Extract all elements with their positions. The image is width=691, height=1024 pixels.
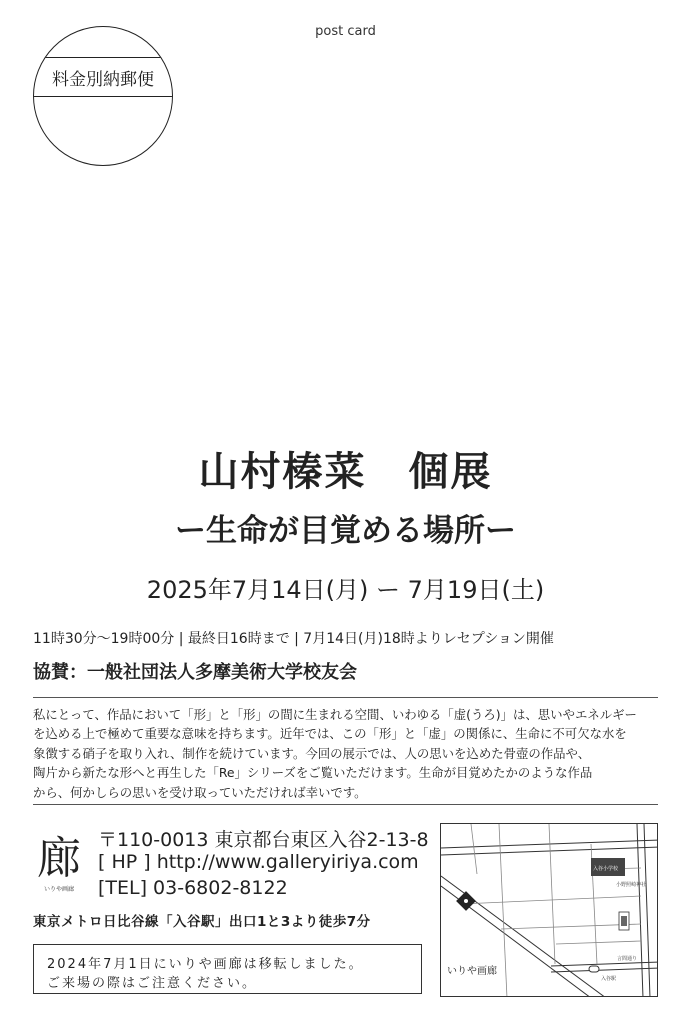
exhibition-title: 山村榛菜 個展 [198, 448, 493, 495]
exhibition-subtitle: ー生命が目覚める場所ー [175, 513, 516, 549]
statement-line: 象徴する硝子を取り入れ、制作を続けています。今回の展示では、人の思いを込めた骨壺の作品や、 [33, 745, 591, 761]
statement-line: を込める上で極めて重要な意味を持ちます。近年では、この「形」と「虚」の関係に、生命に不可欠な水を [33, 726, 627, 742]
artist-statement [33, 705, 658, 802]
statement-line: から、何かしらの思いを受け取っていただければ幸いです。 [33, 784, 367, 800]
map-label-corner: 言問通り [617, 956, 638, 962]
opening-hours: 11時30分〜19時00分 | 最終日16時まで | 7月14日(月)18時よりレセプション開催 [33, 631, 554, 647]
postage-stamp-text: 料金別納郵便 [34, 57, 172, 97]
map-label-shrine: 小野照崎神社 [616, 882, 647, 888]
gallery-phone: [TEL] 03-6802-8122 [98, 877, 288, 899]
gallery-website-link[interactable]: [ HP ] http://www.galleryiriya.com [98, 851, 419, 873]
access-map-drawing [441, 824, 658, 997]
postage-stamp-circle [33, 26, 173, 166]
relocation-notice [33, 944, 422, 994]
sponsor: 協賛：一般社団法人多摩美術大学校友会 [33, 662, 357, 683]
map-label-gallery: いりや画廊 [447, 966, 497, 977]
relocation-notice-line-2: ご来場の際はご注意ください。 [47, 976, 258, 991]
divider-top [33, 697, 658, 698]
statement-line: 私にとって、作品において「形」と「形」の間に生まれる空間、いわゆる「虚(うろ)」は、思いやエネルギー [33, 707, 637, 722]
access-directions: 東京メトロ日比谷線「入谷駅」出口1と3より徒歩7分 [33, 914, 371, 930]
statement-line: 陶片から新たな形へと再生した「Re」シリーズをご覧いただけます。生命が目覚めたかのような作品 [33, 765, 593, 781]
divider-bottom [33, 804, 658, 805]
postcard-label: post card [315, 24, 376, 39]
map-label-school: 入谷小学校 [593, 866, 619, 872]
gallery-address: 〒110-0013 東京都台東区入谷2-13-8 [98, 829, 429, 851]
exhibition-dates: 2025年7月14日(月) ー 7月19日(土) [146, 576, 545, 604]
gallery-logo-glyph: 廊 [37, 833, 81, 884]
relocation-notice-line-1: 2024年7月1日にいりや画廊は移転しました。 [47, 957, 364, 972]
access-map [440, 823, 658, 997]
gallery-logo-caption: いりや画廊 [43, 886, 74, 893]
map-label-station: 入谷駅 [601, 976, 617, 982]
